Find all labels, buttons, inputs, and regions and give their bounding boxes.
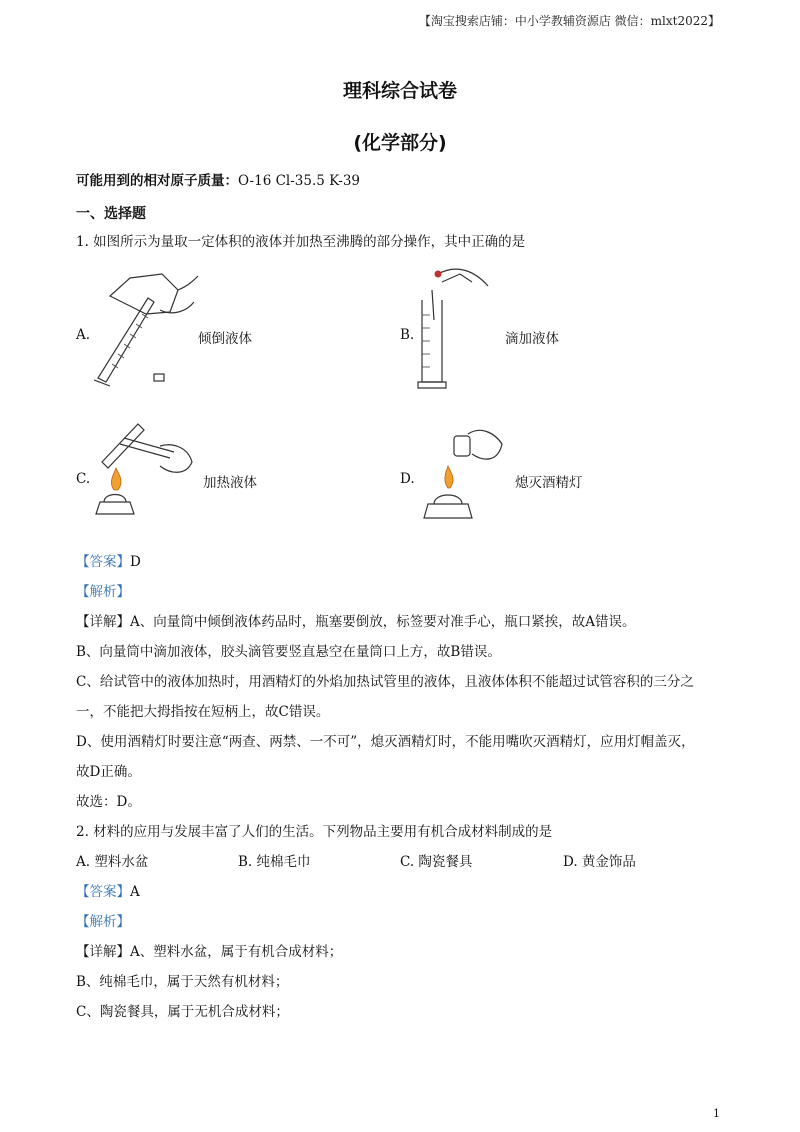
q1-option-a-letter: A. bbox=[76, 327, 91, 343]
q2-option-a: A. 塑料水盆 bbox=[76, 854, 149, 870]
atomic-mass-values: O-16 Cl-35.5 K-39 bbox=[238, 173, 360, 189]
q1-detail-line-3: C、给试管中的液体加热时，用酒精灯的外焰加热试管里的液体，且液体体积不能超过试管容积的三分之 bbox=[76, 674, 694, 690]
q2-answer: A bbox=[130, 884, 140, 900]
q1-option-b-caption: 滴加液体 bbox=[505, 331, 559, 347]
atomic-mass-line bbox=[76, 172, 360, 190]
q1-detail-line-2: B、向量筒中滴加液体，胶头滴管要竖直悬空在量筒口上方，故B错误。 bbox=[76, 644, 501, 660]
q2-analysis-tag: 【解析】 bbox=[76, 914, 130, 930]
q1-option-c-caption: 加热液体 bbox=[203, 475, 257, 491]
q2-answer-line bbox=[76, 883, 140, 901]
q1-answer-line bbox=[76, 553, 141, 571]
q1-option-b-letter: B. bbox=[400, 327, 415, 343]
extinguish-lamp-illustration bbox=[418, 422, 508, 522]
q2-option-c: C. 陶瓷餐具 bbox=[400, 854, 473, 870]
q1-detail-text-1: A、向量筒中倾倒液体药品时，瓶塞要倒放，标签要对准手心，瓶口紧挨，故A错误。 bbox=[130, 614, 636, 630]
q1-detail-tag: 【详解】 bbox=[76, 614, 130, 630]
q1-detail-line-6: 故D正确。 bbox=[76, 764, 141, 780]
q2-detail-line-3: C、陶瓷餐具，属于无机合成材料； bbox=[76, 1004, 289, 1020]
pour-liquid-illustration bbox=[90, 270, 200, 395]
q1-option-d-caption: 熄灭酒精灯 bbox=[515, 475, 583, 491]
exam-subtitle: (化学部分) bbox=[353, 132, 447, 154]
page-header: 【淘宝搜索店铺：中小学教辅资源店 微信：mlxt2022】 bbox=[418, 14, 720, 28]
q2-detail-line-1 bbox=[76, 943, 342, 961]
q1-option-a-caption: 倾倒液体 bbox=[198, 331, 252, 347]
page-number: 1 bbox=[713, 1107, 720, 1120]
q1-option-c-letter: C. bbox=[76, 471, 91, 487]
q1-detail-line-5: D、使用酒精灯时要注意“两查、两禁、一不可”，熄灭酒精灯时，不能用嘴吹灭酒精灯，应用灯帽盖灭， bbox=[76, 734, 695, 750]
q1-detail-line-1 bbox=[76, 613, 636, 631]
q2-answer-tag: 【答案】 bbox=[76, 884, 130, 900]
q1-detail-line-4: 一，不能把大拇指按在短柄上，故C错误。 bbox=[76, 704, 330, 720]
q2-detail-text-1: A、塑料水盆，属于有机合成材料； bbox=[130, 944, 343, 960]
q2-stem: 2. 材料的应用与发展丰富了人们的生活。下列物品主要用有机合成材料制成的是 bbox=[76, 824, 553, 840]
q2-detail-tag: 【详解】 bbox=[76, 944, 130, 960]
q1-answer-tag: 【答案】 bbox=[76, 554, 130, 570]
q1-answer: D bbox=[130, 554, 141, 570]
q1-option-d-letter: D. bbox=[400, 471, 415, 487]
drip-liquid-illustration bbox=[412, 260, 492, 395]
heat-liquid-illustration bbox=[90, 418, 200, 523]
q2-option-d: D. 黄金饰品 bbox=[563, 854, 636, 870]
q1-stem: 1. 如图所示为量取一定体积的液体并加热至沸腾的部分操作，其中正确的是 bbox=[76, 234, 526, 250]
q2-option-b: B. 纯棉毛巾 bbox=[238, 854, 311, 870]
section-heading: 一、选择题 bbox=[76, 206, 146, 222]
atomic-mass-label: 可能用到的相对原子质量： bbox=[76, 173, 238, 189]
q1-analysis-tag: 【解析】 bbox=[76, 584, 130, 600]
exam-title: 理科综合试卷 bbox=[342, 80, 457, 102]
q1-detail-line-7: 故选：D。 bbox=[76, 794, 141, 810]
q2-detail-line-2: B、纯棉毛巾，属于天然有机材料； bbox=[76, 974, 289, 990]
